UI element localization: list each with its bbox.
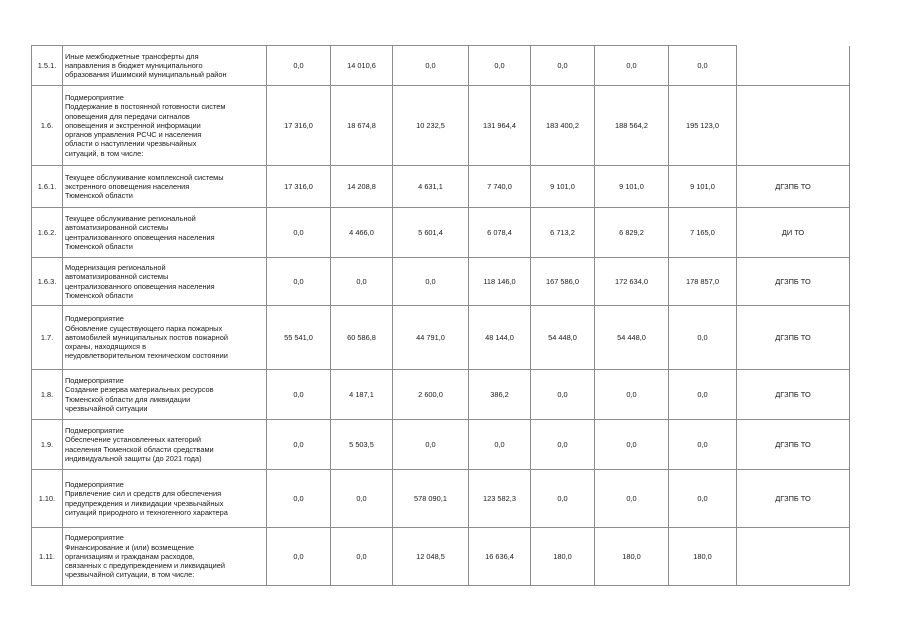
description-line: Обеспечение установленных категорий <box>65 435 201 445</box>
funding-value-cell: 5 601,4 <box>393 208 469 258</box>
description-line: ситуаций природного и техногенного характера <box>65 507 228 517</box>
funding-value-cell: 0,0 <box>669 306 737 370</box>
funding-value-cell: 54 448,0 <box>595 306 669 370</box>
funding-value-cell: 6 713,2 <box>531 208 595 258</box>
table-row <box>32 470 850 528</box>
funding-value-cell: 0,0 <box>393 258 469 306</box>
description-line: Подмероприятие <box>65 93 124 103</box>
row-description <box>63 306 267 370</box>
funding-value-cell: 9 101,0 <box>669 166 737 208</box>
row-number: 1.9. <box>32 420 63 470</box>
description-line: Текущее обслуживание региональной <box>65 214 196 224</box>
description-line: Поддержание в постоянной готовности систем <box>65 102 226 112</box>
description-line: Подмероприятие <box>65 426 124 436</box>
description-line: Подмероприятие <box>65 376 124 386</box>
description-line: неудовлетворительном техническом состоянии <box>65 351 228 361</box>
funding-value-cell: 0,0 <box>595 470 669 528</box>
description-line: оповещения и экстренной информации <box>65 120 201 130</box>
funding-value-cell: 0,0 <box>669 470 737 528</box>
funding-value-cell: 14 010,6 <box>331 46 393 86</box>
description-line: Финансирование и (или) возмещение <box>65 542 194 552</box>
funding-value-cell: 17 316,0 <box>267 86 331 166</box>
funding-value-cell: 178 857,0 <box>669 258 737 306</box>
table-row <box>32 370 850 420</box>
funding-value-cell: 0,0 <box>393 420 469 470</box>
row-description <box>63 420 267 470</box>
funding-value-cell: 54 448,0 <box>531 306 595 370</box>
row-description <box>63 528 267 586</box>
funding-value-cell: 0,0 <box>531 420 595 470</box>
funding-value-cell: 9 101,0 <box>595 166 669 208</box>
funding-value-cell: 180,0 <box>595 528 669 586</box>
description-line: органов управления РСЧС и населения <box>65 130 202 140</box>
description-line: Подмероприятие <box>65 314 124 324</box>
funding-value-cell: 48 144,0 <box>469 306 531 370</box>
row-description <box>63 470 267 528</box>
funding-value-cell: 44 791,0 <box>393 306 469 370</box>
row-number: 1.6.1. <box>32 166 63 208</box>
funding-value-cell: 0,0 <box>531 470 595 528</box>
description-line: Текущее обслуживание комплексной системы <box>65 172 224 182</box>
description-line: населения Тюменской области средствами <box>65 444 214 454</box>
funding-value-cell: 0,0 <box>267 258 331 306</box>
description-line: ситуаций, в том числе: <box>65 148 144 158</box>
responsible-executor-cell: ДИ ТО <box>737 208 850 258</box>
funding-value-cell: 0,0 <box>469 420 531 470</box>
funding-value-cell: 2 600,0 <box>393 370 469 420</box>
description-line: Тюменской области <box>65 290 133 300</box>
responsible-executor-cell: ДГЗПБ ТО <box>737 420 850 470</box>
responsible-executor-cell <box>737 528 850 586</box>
responsible-executor-cell <box>737 86 850 166</box>
table-row <box>32 86 850 166</box>
description-line: Подмероприятие <box>65 480 124 490</box>
row-number: 1.6.2. <box>32 208 63 258</box>
description-line: направления в бюджет муниципального <box>65 60 203 70</box>
funding-value-cell: 131 964,4 <box>469 86 531 166</box>
funding-value-cell: 167 586,0 <box>531 258 595 306</box>
table-row <box>32 306 850 370</box>
funding-value-cell: 0,0 <box>595 370 669 420</box>
funding-value-cell: 0,0 <box>669 370 737 420</box>
row-number: 1.5.1. <box>32 46 63 86</box>
table-row <box>32 46 850 86</box>
funding-value-cell: 0,0 <box>595 46 669 86</box>
description-line: Подмероприятие <box>65 533 124 543</box>
description-line: Иные межбюджетные трансферты для <box>65 51 199 61</box>
funding-value-cell: 0,0 <box>595 420 669 470</box>
description-line: Модернизация региональной <box>65 263 166 273</box>
funding-value-cell: 386,2 <box>469 370 531 420</box>
row-number: 1.10. <box>32 470 63 528</box>
funding-value-cell: 10 232,5 <box>393 86 469 166</box>
funding-value-cell: 5 503,5 <box>331 420 393 470</box>
table-row <box>32 208 850 258</box>
funding-value-cell: 4 631,1 <box>393 166 469 208</box>
description-line: организациям и гражданам расходов, <box>65 551 195 561</box>
description-line: чрезвычайной ситуации <box>65 403 148 413</box>
row-number: 1.8. <box>32 370 63 420</box>
funding-value-cell: 12 048,5 <box>393 528 469 586</box>
funding-value-cell: 4 187,1 <box>331 370 393 420</box>
funding-value-cell: 0,0 <box>669 420 737 470</box>
funding-value-cell: 123 582,3 <box>469 470 531 528</box>
row-description <box>63 86 267 166</box>
description-line: автоматизированной системы <box>65 272 169 282</box>
funding-value-cell: 183 400,2 <box>531 86 595 166</box>
funding-value-cell: 0,0 <box>331 258 393 306</box>
funding-value-cell: 55 541,0 <box>267 306 331 370</box>
description-line: Привлечение сил и средств для обеспечения <box>65 489 222 499</box>
description-line: чрезвычайной ситуации, в том числе: <box>65 570 195 580</box>
responsible-executor-cell: ДГЗПБ ТО <box>737 370 850 420</box>
funding-value-cell: 188 564,2 <box>595 86 669 166</box>
table-row <box>32 528 850 586</box>
row-description <box>63 208 267 258</box>
description-line: экстренного оповещения населения <box>65 181 190 191</box>
table-row <box>32 258 850 306</box>
funding-value-cell: 0,0 <box>267 208 331 258</box>
row-description <box>63 46 267 86</box>
funding-value-cell: 6 829,2 <box>595 208 669 258</box>
funding-value-cell: 172 634,0 <box>595 258 669 306</box>
funding-value-cell: 0,0 <box>267 370 331 420</box>
funding-value-cell: 0,0 <box>267 470 331 528</box>
funding-value-cell: 0,0 <box>267 420 331 470</box>
description-line: области о наступлении чрезвычайных <box>65 139 197 149</box>
description-line: Тюменской области <box>65 191 133 201</box>
funding-value-cell: 578 090,1 <box>393 470 469 528</box>
row-description <box>63 258 267 306</box>
funding-value-cell: 180,0 <box>669 528 737 586</box>
funding-value-cell: 16 636,4 <box>469 528 531 586</box>
description-line: образования Ишимский муниципальный район <box>65 70 227 80</box>
table-row <box>32 420 850 470</box>
responsible-executor-cell: ДГЗПБ ТО <box>737 166 850 208</box>
description-line: предупреждения и ликвидации чрезвычайных <box>65 498 224 508</box>
description-line: связанных с предупреждением и ликвидацией <box>65 561 225 571</box>
description-line: Обновление существующего парка пожарных <box>65 323 223 333</box>
funding-value-cell: 0,0 <box>531 370 595 420</box>
responsible-executor-cell: ДГЗПБ ТО <box>737 306 850 370</box>
funding-value-cell: 195 123,0 <box>669 86 737 166</box>
funding-value-cell: 18 674,8 <box>331 86 393 166</box>
funding-value-cell: 7 165,0 <box>669 208 737 258</box>
program-table <box>31 45 850 586</box>
funding-value-cell: 0,0 <box>267 528 331 586</box>
description-line: автоматизированной системы <box>65 223 169 233</box>
funding-value-cell: 0,0 <box>267 46 331 86</box>
row-description <box>63 370 267 420</box>
funding-value-cell: 60 586,8 <box>331 306 393 370</box>
row-number: 1.6.3. <box>32 258 63 306</box>
description-line: Тюменской области для ликвидации <box>65 394 191 404</box>
funding-value-cell: 0,0 <box>331 528 393 586</box>
funding-value-cell: 14 208,8 <box>331 166 393 208</box>
funding-value-cell: 0,0 <box>469 46 531 86</box>
funding-value-cell: 9 101,0 <box>531 166 595 208</box>
description-line: централизованного оповещения населения <box>65 232 215 242</box>
funding-value-cell: 7 740,0 <box>469 166 531 208</box>
description-line: централизованного оповещения населения <box>65 281 215 291</box>
funding-value-cell: 0,0 <box>531 46 595 86</box>
funding-value-cell: 118 146,0 <box>469 258 531 306</box>
description-line: охраны, находящихся в <box>65 342 147 352</box>
description-line: оповещения для передачи сигналов <box>65 111 190 121</box>
funding-value-cell: 4 466,0 <box>331 208 393 258</box>
funding-value-cell: 0,0 <box>393 46 469 86</box>
funding-value-cell: 17 316,0 <box>267 166 331 208</box>
responsible-executor-cell <box>737 46 850 86</box>
description-line: Тюменской области <box>65 241 133 251</box>
description-line: автомобилей муниципальных постов пожарной <box>65 332 229 342</box>
row-number: 1.7. <box>32 306 63 370</box>
funding-value-cell: 6 078,4 <box>469 208 531 258</box>
responsible-executor-cell: ДГЗПБ ТО <box>737 470 850 528</box>
funding-value-cell: 0,0 <box>331 470 393 528</box>
funding-value-cell: 0,0 <box>669 46 737 86</box>
description-line: Создание резерва материальных ресурсов <box>65 385 214 395</box>
description-line: индивидуальной защиты (до 2021 года) <box>65 453 202 463</box>
row-description <box>63 166 267 208</box>
table-row <box>32 166 850 208</box>
row-number: 1.11. <box>32 528 63 586</box>
row-number: 1.6. <box>32 86 63 166</box>
responsible-executor-cell: ДГЗПБ ТО <box>737 258 850 306</box>
funding-value-cell: 180,0 <box>531 528 595 586</box>
